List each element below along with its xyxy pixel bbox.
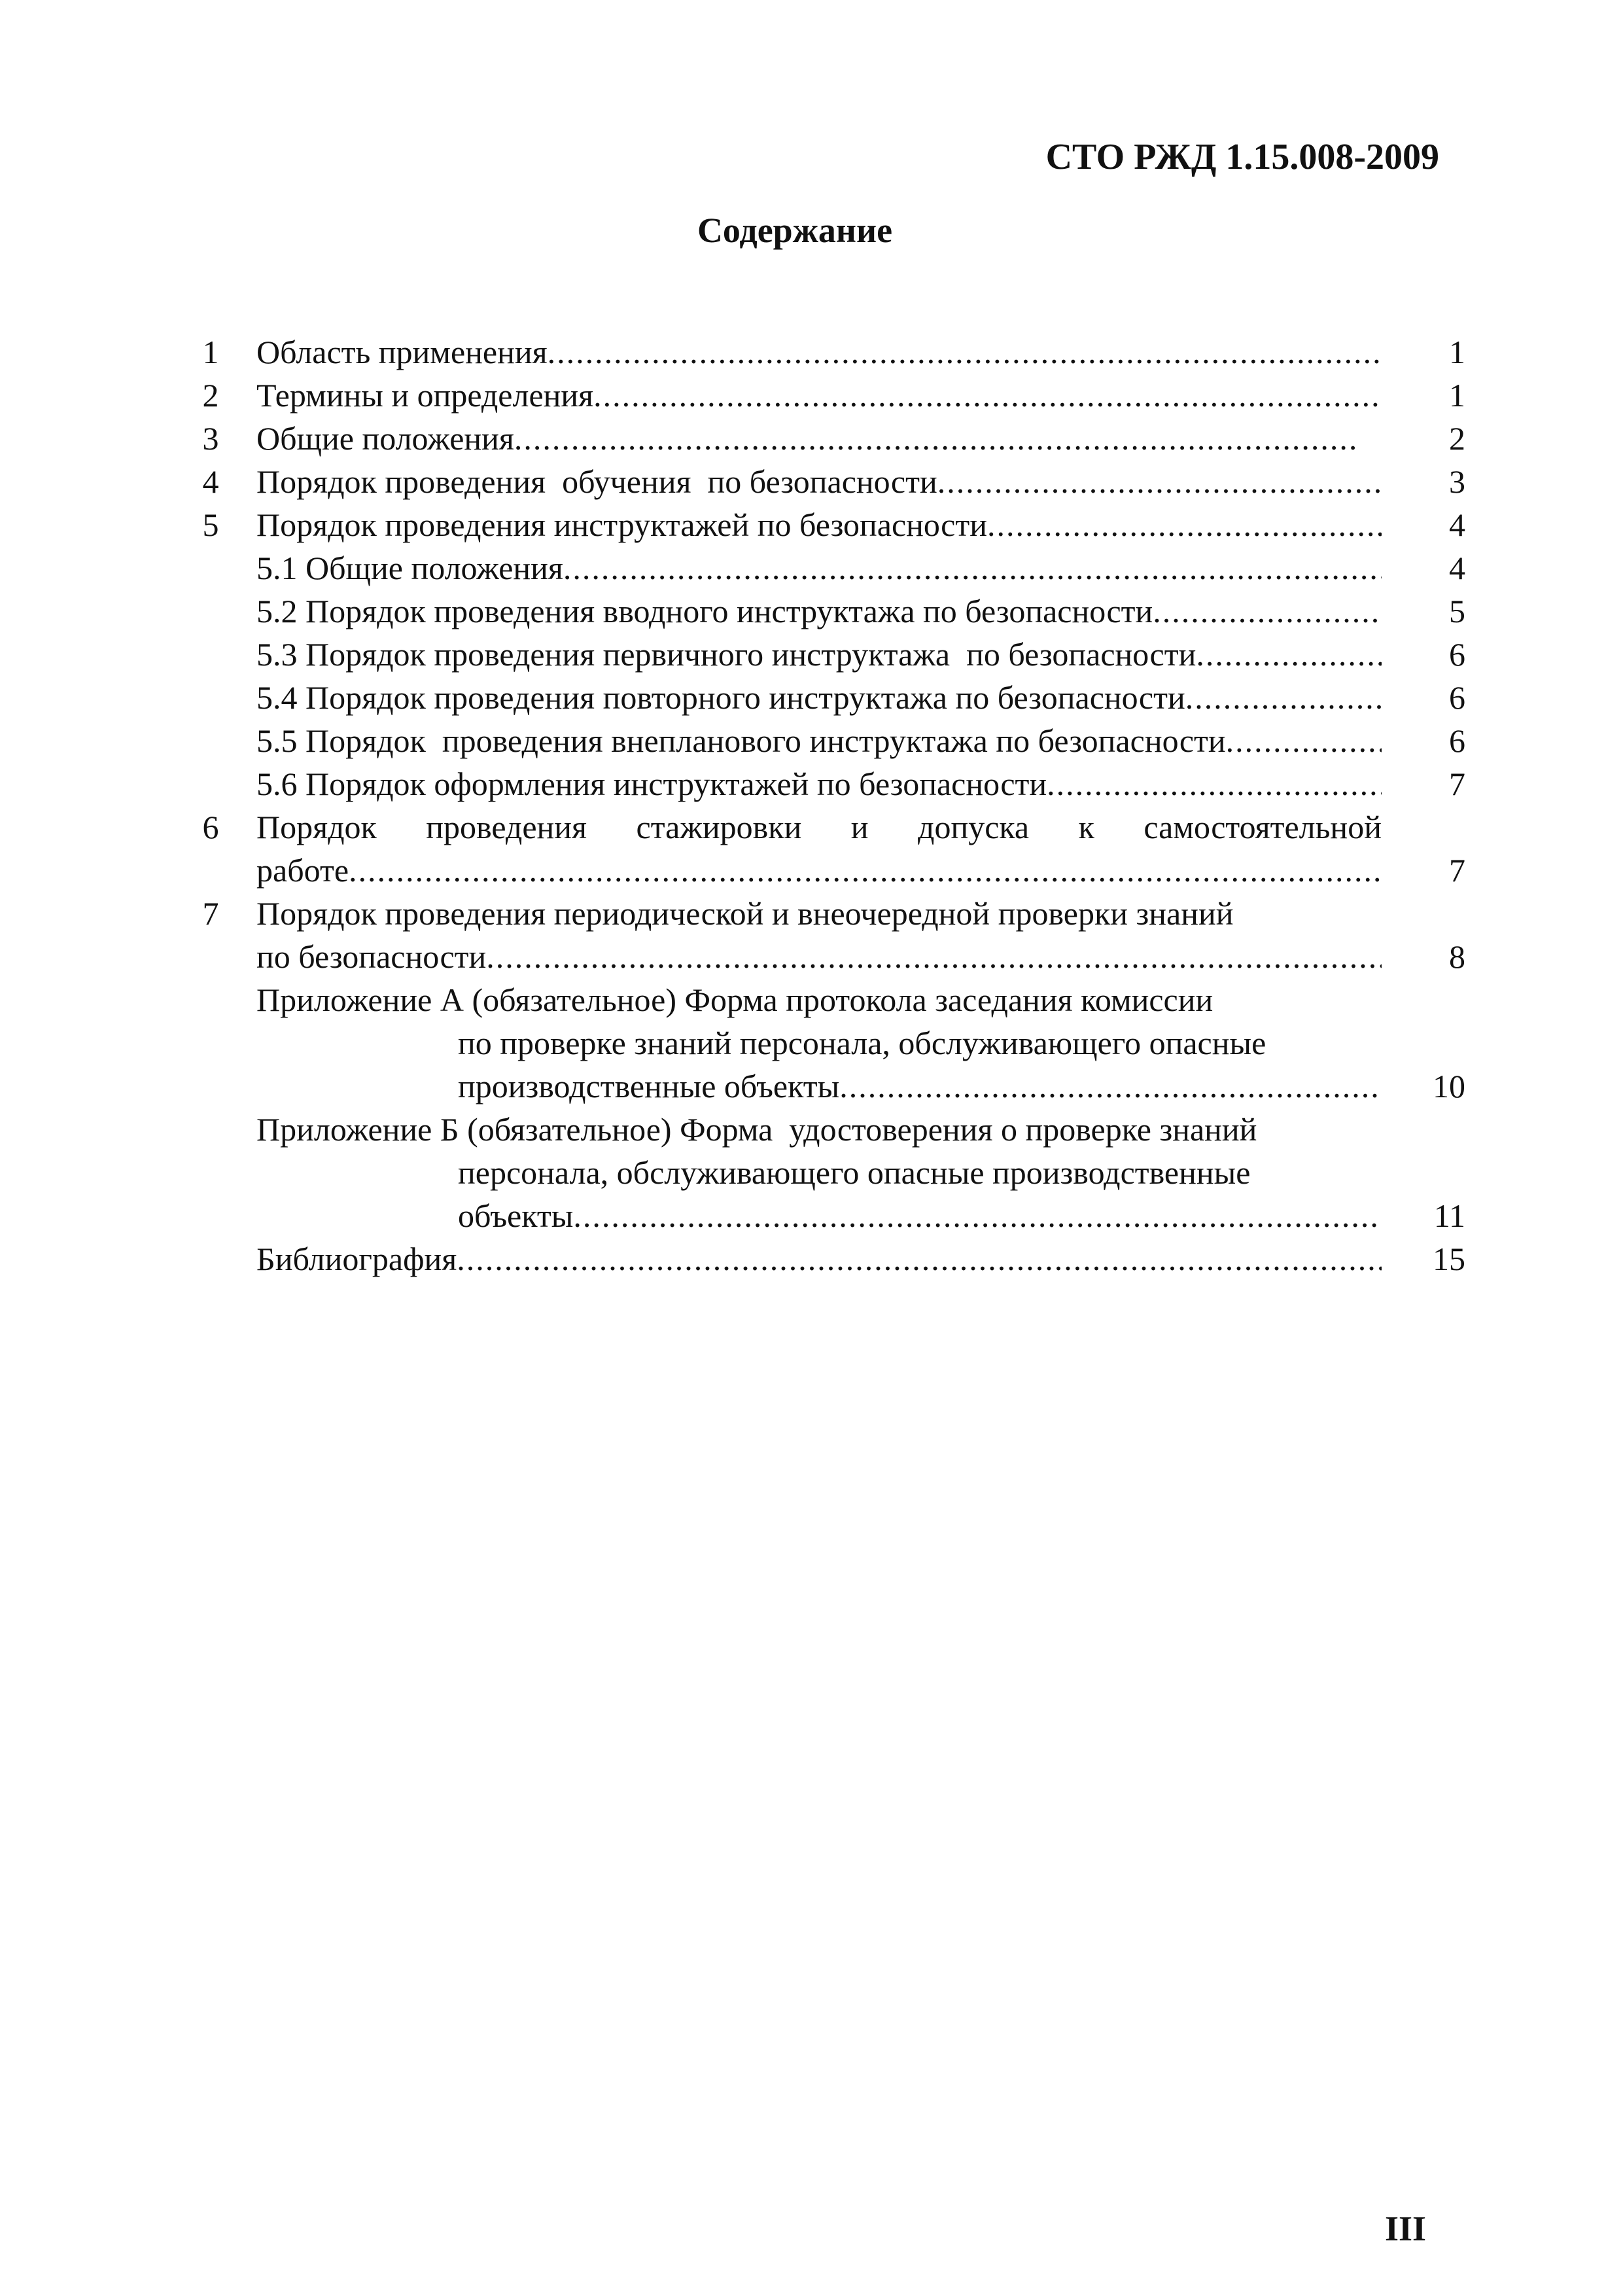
- toc-entry-page: 4: [1449, 506, 1465, 543]
- toc-entry-page: 1: [1449, 334, 1465, 370]
- leader-dots: [1226, 719, 1382, 762]
- toc-appendix-b-cont1: [0, 1151, 1623, 1194]
- toc-appendix-title-line3: производственные объекты: [458, 1068, 840, 1104]
- toc-entry-5-4[interactable]: [0, 676, 1623, 719]
- toc-entry-page: 8: [1449, 938, 1465, 975]
- toc-appendix-a-cont1: [0, 1021, 1623, 1065]
- toc-entry-title: 5.4 Порядок проведения повторного инструктажа по безопасности: [256, 679, 1185, 716]
- toc-entry-page: 11: [1433, 1197, 1465, 1234]
- leader-dots: [1047, 762, 1382, 805]
- toc-entry-number: 1: [202, 334, 219, 370]
- toc-entry-leader: [458, 1194, 1382, 1237]
- toc-entry-title: Порядок проведения инструктажей по безопасности: [256, 506, 987, 543]
- toc-word: самостоятельной: [1143, 809, 1382, 845]
- toc-entry-page: 1: [1449, 377, 1465, 414]
- toc-entry-page: 7: [1449, 852, 1465, 889]
- toc-entry-title: Порядок проведения обучения по безопасности: [256, 463, 937, 500]
- toc-entry-5-1[interactable]: [0, 546, 1623, 590]
- toc-entry-title: 5.6 Порядок оформления инструктажей по безопасности: [256, 766, 1047, 802]
- toc-entry-1[interactable]: [0, 330, 1623, 374]
- toc-entry-number: 6: [202, 809, 219, 845]
- toc-word: допуска: [918, 809, 1030, 845]
- toc-entry-title-line2: работе: [256, 852, 349, 889]
- toc-entry-5[interactable]: [0, 503, 1623, 546]
- toc-entry-leader: [256, 762, 1382, 805]
- toc-title: Содержание: [697, 211, 893, 250]
- toc-entry-title: Область применения: [256, 334, 548, 370]
- leader-dots: [514, 417, 1355, 460]
- toc-appendix-title-line3: объекты: [458, 1197, 574, 1234]
- toc-entry-leader: [256, 935, 1382, 978]
- toc-entry-leader: [256, 849, 1382, 892]
- toc-entry-page: 6: [1449, 679, 1465, 716]
- toc-entry-leader: [256, 590, 1382, 633]
- toc-entry-7-cont[interactable]: [0, 935, 1623, 978]
- leader-dots: [1196, 633, 1382, 676]
- toc-entry-title: 5.5 Порядок проведения внепланового инструктажа по безопасности: [256, 722, 1226, 759]
- toc-entry-leader: [256, 546, 1382, 590]
- toc-bibliography[interactable]: [0, 1237, 1623, 1280]
- toc-entry-number: 3: [202, 420, 219, 457]
- toc-appendix-b-cont2[interactable]: [0, 1194, 1623, 1237]
- toc-entry-page: 6: [1449, 722, 1465, 759]
- toc-entry-page: 5: [1449, 593, 1465, 629]
- toc-entry-page: 6: [1449, 636, 1465, 673]
- toc-entry-leader: [256, 374, 1382, 417]
- toc-entry-leader: [256, 633, 1382, 676]
- toc-entry-page: 3: [1449, 463, 1465, 500]
- toc-entry-leader: [256, 460, 1382, 503]
- toc-entry-4[interactable]: [0, 460, 1623, 503]
- toc-appendix-a[interactable]: [0, 978, 1623, 1021]
- toc-entry-number: 4: [202, 463, 219, 500]
- toc-entry-7[interactable]: [0, 892, 1623, 935]
- leader-dots: [1185, 676, 1382, 719]
- toc-entry-page: 15: [1433, 1241, 1465, 1277]
- leader-dots: [937, 460, 1382, 503]
- toc-entry-page: 10: [1433, 1068, 1465, 1104]
- leader-dots: [1153, 590, 1382, 633]
- toc-entry-page: 2: [1449, 420, 1465, 457]
- toc-entry-title-line1: [256, 805, 1382, 849]
- toc-word: стажировки: [636, 809, 802, 845]
- toc-entry-leader: [256, 503, 1382, 546]
- leader-dots: [349, 849, 1382, 892]
- toc-word: Порядок: [256, 809, 377, 845]
- document-code: СТО РЖД 1.15.008-2009: [1045, 137, 1439, 177]
- leader-dots: [457, 1237, 1382, 1280]
- leader-dots: [593, 374, 1382, 417]
- toc-appendix-title-line1: Приложение Б (обязательное) Форма удостоверения о проверке знаний: [256, 1111, 1257, 1148]
- toc-entry-title: Общие положения: [256, 420, 514, 457]
- leader-dots: [563, 546, 1382, 590]
- toc-entry-title: 5.1 Общие положения: [256, 550, 563, 586]
- toc-entry-number: 2: [202, 377, 219, 414]
- toc-entry-title-line2: по безопасности: [256, 938, 487, 975]
- toc-appendix-title-line2: по проверке знаний персонала, обслуживающего опасные: [458, 1025, 1266, 1061]
- toc-entry-title-line1: Порядок проведения периодической и внеочередной проверки знаний: [256, 895, 1234, 932]
- toc-word: к: [1078, 809, 1094, 845]
- toc-entry-leader: [256, 719, 1382, 762]
- toc-entry-leader: [256, 1237, 1382, 1280]
- toc-entry-6[interactable]: [0, 805, 1623, 849]
- toc-entry-number: 5: [202, 506, 219, 543]
- toc-word: и: [850, 809, 869, 845]
- leader-dots: [987, 503, 1382, 546]
- toc-entry-3[interactable]: [0, 417, 1623, 460]
- toc-entry-page: 4: [1449, 550, 1465, 586]
- leader-dots: [486, 935, 1382, 978]
- toc-entry-title: Библиография: [256, 1241, 457, 1277]
- toc-appendix-title-line2: персонала, обслуживающего опасные производственные: [458, 1154, 1251, 1191]
- toc-entry-2[interactable]: [0, 374, 1623, 417]
- toc-appendix-a-cont2[interactable]: [0, 1065, 1623, 1108]
- toc-entry-page: 7: [1449, 766, 1465, 802]
- page-number: III: [1384, 2209, 1426, 2248]
- toc-entry-leader: [458, 1065, 1382, 1108]
- toc-word: проведения: [426, 809, 587, 845]
- toc-entry-leader: [256, 417, 1355, 460]
- leader-dots: [573, 1194, 1382, 1237]
- toc-appendix-title-line1: Приложение А (обязательное) Форма протокола заседания комиссии: [256, 981, 1213, 1018]
- toc-entry-5-5[interactable]: [0, 719, 1623, 762]
- toc-entry-number: 7: [202, 895, 219, 932]
- toc-entry-5-2[interactable]: [0, 590, 1623, 633]
- leader-dots: [839, 1065, 1382, 1108]
- toc-entry-5-6[interactable]: [0, 762, 1623, 805]
- toc-entry-5-3[interactable]: [0, 633, 1623, 676]
- toc-entry-6-cont[interactable]: [0, 849, 1623, 892]
- toc-entry-leader: [256, 676, 1382, 719]
- toc-appendix-b[interactable]: [0, 1108, 1623, 1151]
- toc-entry-title: 5.2 Порядок проведения вводного инструктажа по безопасности: [256, 593, 1153, 629]
- toc-entry-title: 5.3 Порядок проведения первичного инструктажа по безопасности: [256, 636, 1196, 673]
- toc-entry-title: Термины и определения: [256, 377, 594, 414]
- toc-entry-leader: [256, 330, 1382, 374]
- leader-dots: [548, 330, 1382, 374]
